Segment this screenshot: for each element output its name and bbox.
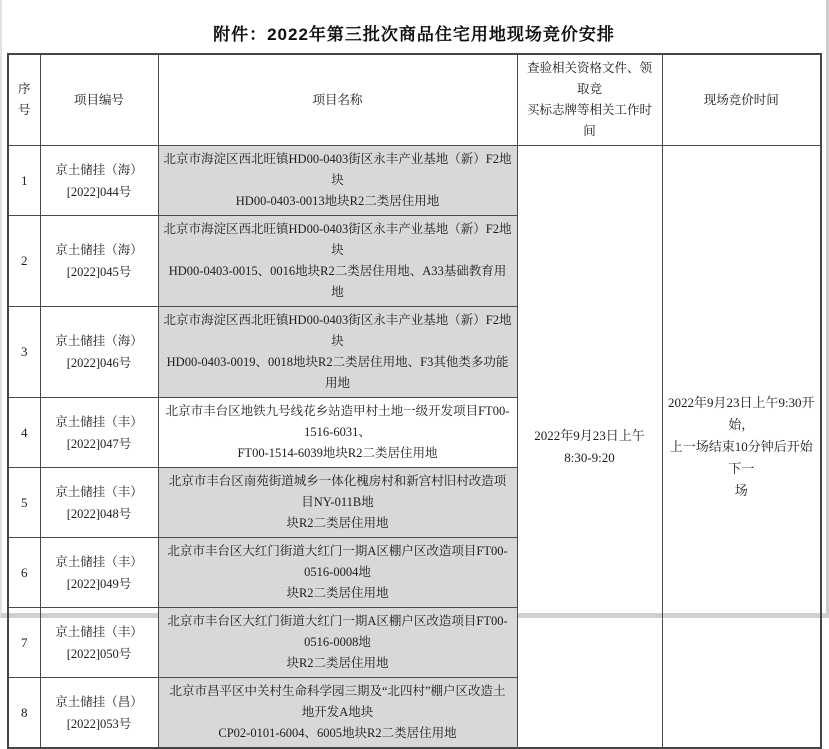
- project-name-cell: 北京市丰台区大红门街道大红门一期A区棚户区改造项目FT00-0516-0008地 块R2二类居住用地: [158, 608, 517, 678]
- project-code-cell: 京土储挂（丰） [2022]049号: [40, 538, 158, 608]
- serial-cell: 5: [8, 468, 40, 538]
- serial-cell: 6: [8, 538, 40, 608]
- table-header-row: [8, 54, 821, 146]
- bidding-time-cell: 2022年9月23日上午9:30开始， 上一场结束10分钟后开始下一 场: [662, 146, 821, 749]
- project-name-cell: 北京市昌平区中关村生命科学园三期及“北四村”棚户区改造土地开发A地块 CP02-0101-6004、6005地块R2二类居住用地: [158, 678, 517, 749]
- serial-cell: 2: [8, 216, 40, 307]
- project-code-cell: 京土储挂（丰） [2022]048号: [40, 468, 158, 538]
- project-code-cell: 京土储挂（丰） [2022]050号: [40, 608, 158, 678]
- project-name-cell: 北京市海淀区西北旺镇HD00-0403街区永丰产业基地（新）F2地块 HD00-0403-0019、0018地块R2二类居住用地、F3其他类多功能用地: [158, 307, 517, 398]
- inspection-time-cell: 2022年9月23日上午 8:30-9:20: [517, 146, 662, 749]
- table-row: [8, 146, 821, 216]
- col-header-project-code: 项目编号: [40, 54, 158, 146]
- project-code-cell: 京土储挂（海） [2022]045号: [40, 216, 158, 307]
- project-name-cell: 北京市海淀区西北旺镇HD00-0403街区永丰产业基地（新）F2地块 HD00-0403-0013地块R2二类居住用地: [158, 146, 517, 216]
- serial-cell: 3: [8, 307, 40, 398]
- project-name-cell: 北京市海淀区西北旺镇HD00-0403街区永丰产业基地（新）F2地块 HD00-0403-0015、0016地块R2二类居住用地、A33基础教育用地: [158, 216, 517, 307]
- serial-cell: 8: [8, 678, 40, 749]
- col-header-serial: 序号: [8, 54, 40, 146]
- project-name-cell: 北京市丰台区南苑街道城乡一体化槐房村和新宫村旧村改造项目NY-011B地 块R2二类居住用地: [158, 468, 517, 538]
- serial-cell: 1: [8, 146, 40, 216]
- col-header-project-name: 项目名称: [158, 54, 517, 146]
- col-header-inspection-time: 查验相关资格文件、领取竞 买标志牌等相关工作时间: [517, 54, 662, 146]
- project-code-cell: 京土储挂（丰） [2022]047号: [40, 398, 158, 468]
- page-title: 附件：2022年第三批次商品住宅用地现场竞价安排: [213, 25, 615, 44]
- serial-cell: 4: [8, 398, 40, 468]
- project-name-cell: 北京市丰台区地铁九号线花乡站造甲村土地一级开发项目FT00-1516-6031、 FT00-1514-6039地块R2二类居住用地: [158, 398, 517, 468]
- project-code-cell: 京土储挂（海） [2022]044号: [40, 146, 158, 216]
- project-name-cell: 北京市丰台区大红门街道大红门一期A区棚户区改造项目FT00-0516-0004地 块R2二类居住用地: [158, 538, 517, 608]
- auction-schedule-table: [7, 53, 822, 749]
- serial-cell: 7: [8, 608, 40, 678]
- project-code-cell: 京土储挂（昌） [2022]053号: [40, 678, 158, 749]
- project-code-cell: 京土储挂（海） [2022]046号: [40, 307, 158, 398]
- col-header-bidding-time: 现场竞价时间: [662, 54, 821, 146]
